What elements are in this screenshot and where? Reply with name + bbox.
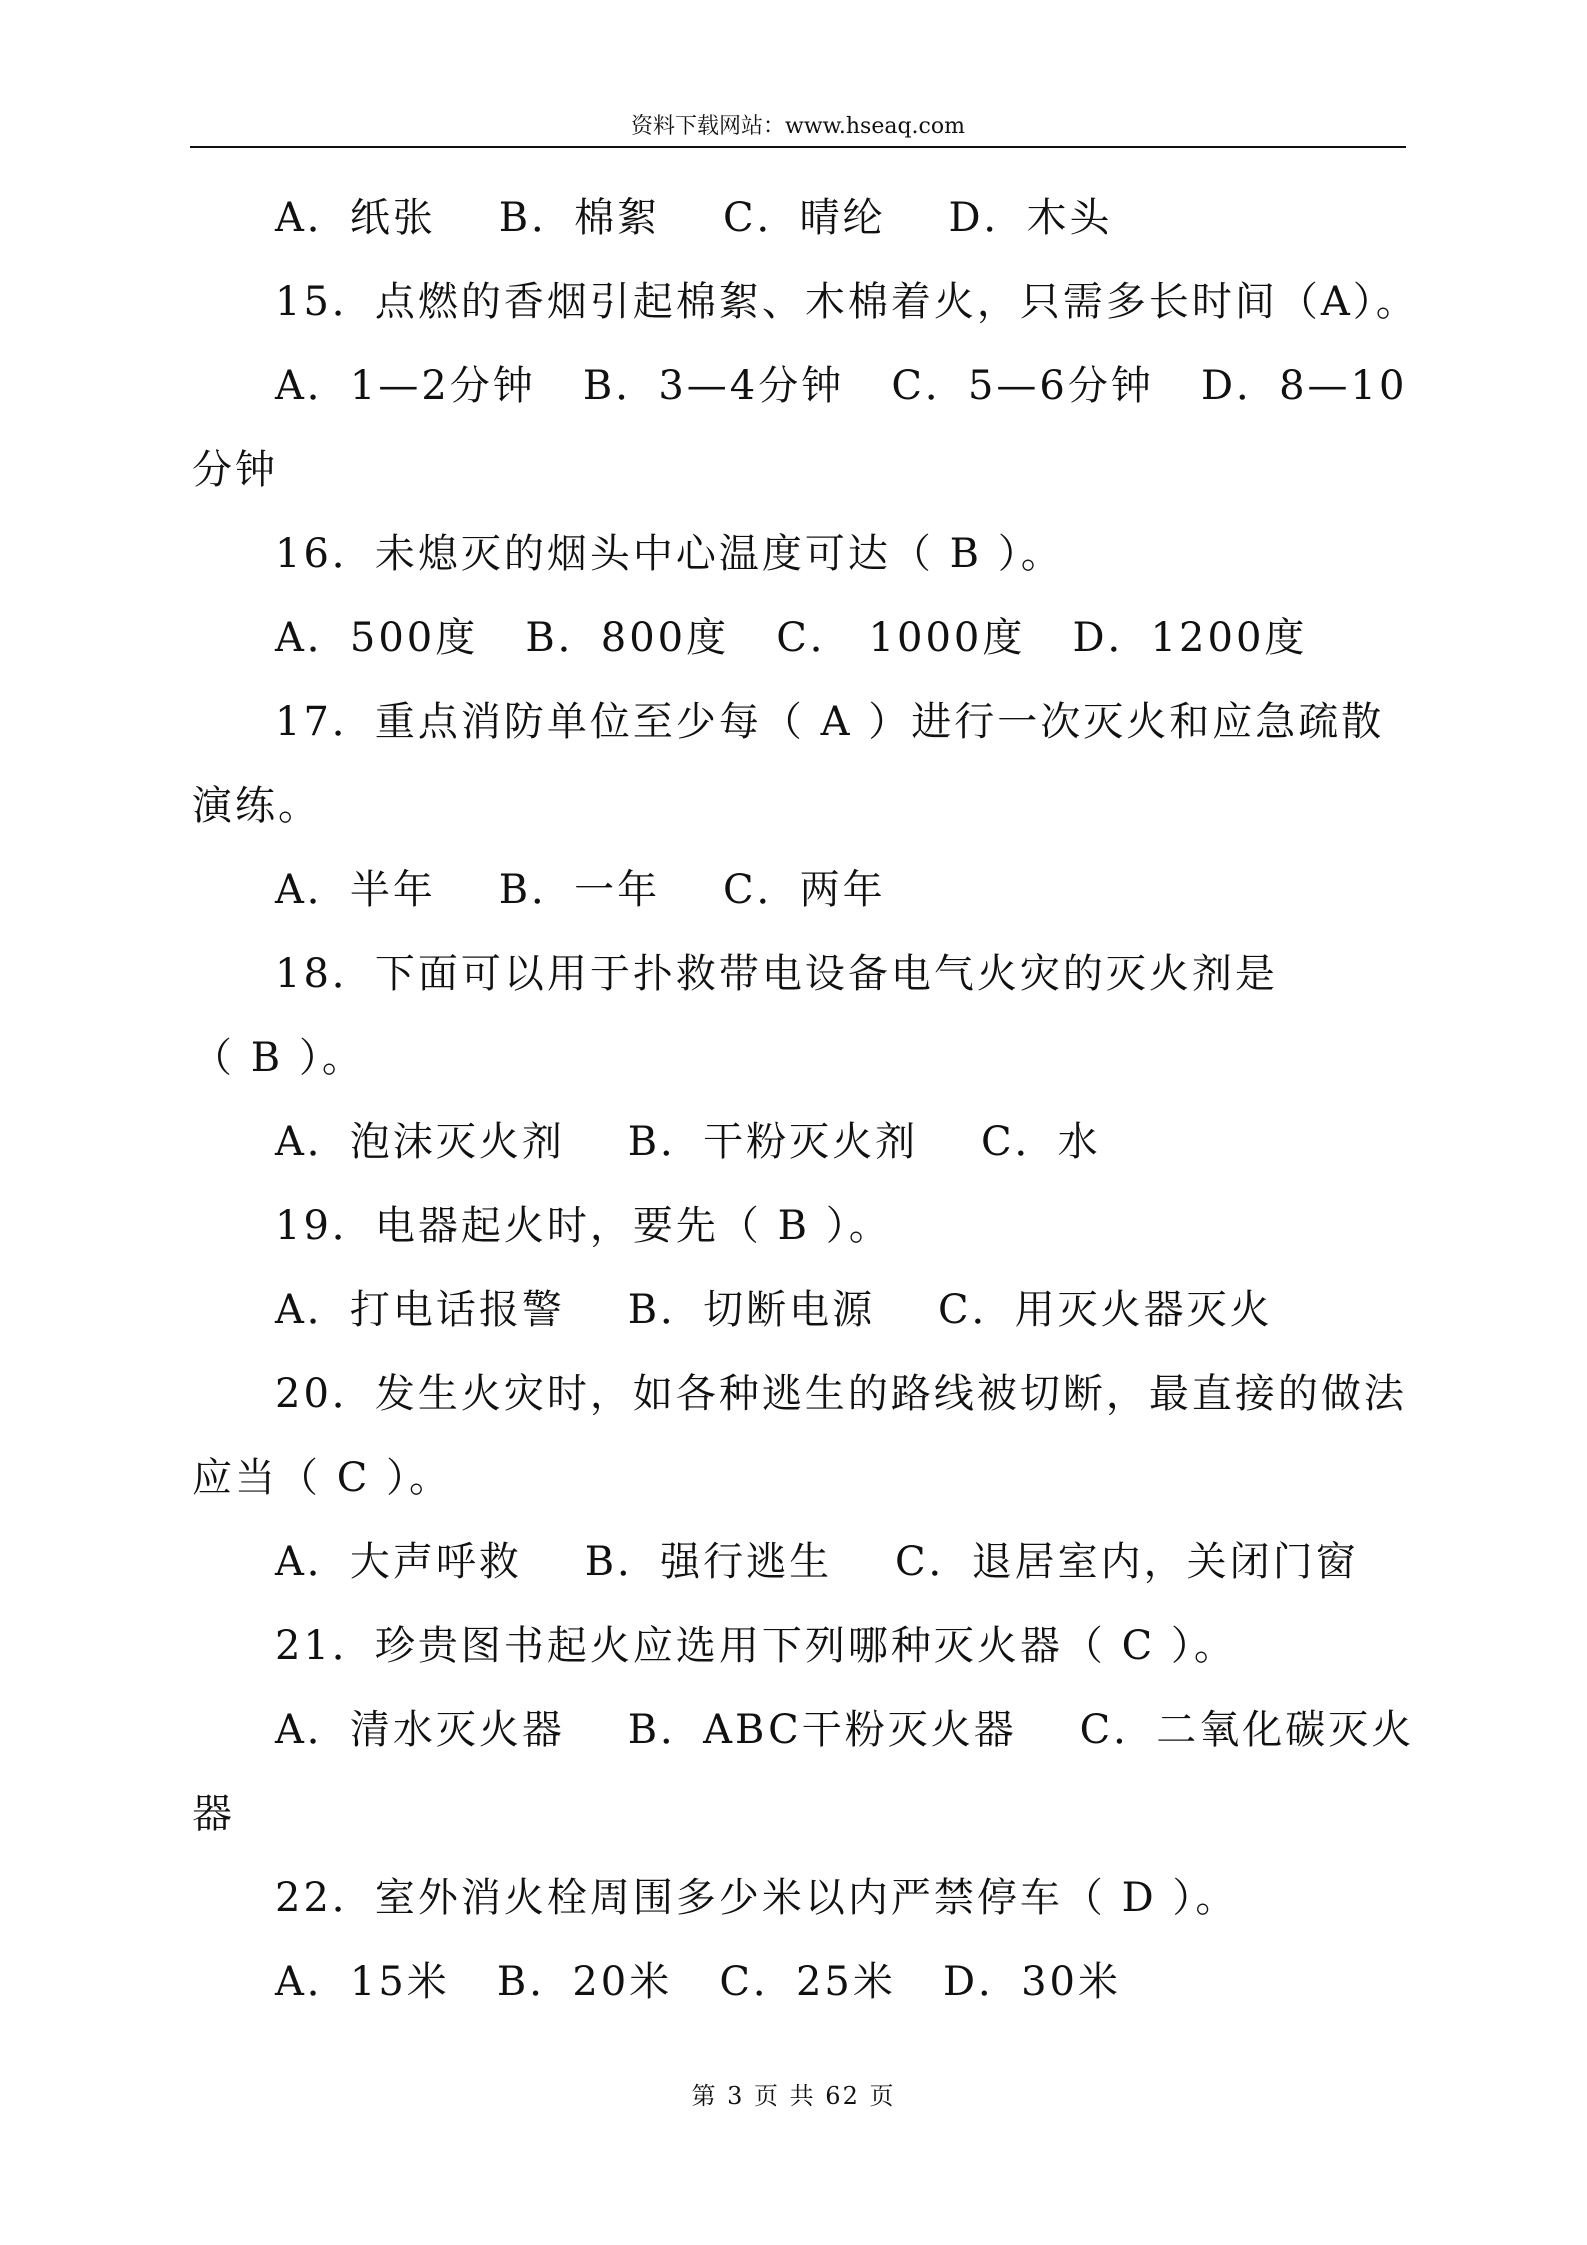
q21-options-continued: 器: [192, 1791, 235, 1837]
q18-question: 18．下面可以用于扑救带电设备电气火灾的灭火剂是: [275, 951, 1278, 997]
q16-options: A．500度 B．800度 C． 1000度 D．1200度: [275, 615, 1308, 661]
q14-options: A．纸张 B．棉絮 C．晴纶 D．木头: [275, 195, 1113, 241]
q21-options: A．清水灭火器 B．ABC干粉灭火器 C．二氧化碳灭火: [275, 1707, 1415, 1753]
q22-question: 22．室外消火栓周围多少米以内严禁停车（ D ）。: [275, 1875, 1239, 1921]
q20-question: 20．发生火灾时，如各种逃生的路线被切断，最直接的做法: [275, 1371, 1407, 1417]
q17-options: A．半年 B．一年 C．两年: [275, 867, 886, 913]
q17-question-continued: 演练。: [192, 783, 321, 829]
q19-options: A．打电话报警 B．切断电源 C．用灭火器灭火: [275, 1287, 1273, 1333]
q17-question: 17．重点消防单位至少每（ A ）进行一次灭火和应急疏散: [275, 699, 1385, 745]
q18-question-continued: （ B ）。: [192, 1035, 365, 1081]
page-number-footer: 第 3 页 共 62 页: [691, 2082, 896, 2110]
q21-question: 21．珍贵图书起火应选用下列哪种灭火器（ C ）。: [275, 1623, 1237, 1669]
q15-question: 15．点燃的香烟引起棉絮、木棉着火，只需多长时间（A）。: [275, 279, 1419, 325]
q19-question: 19．电器起火时，要先（ B ）。: [275, 1203, 892, 1249]
q22-options: A．15米 B．20米 C．25米 D．30米: [275, 1959, 1121, 2005]
page-header: 资料下载网站：www.hseaq.com: [631, 114, 965, 139]
q18-options: A．泡沫灭火剂 B．干粉灭火剂 C．水: [275, 1119, 1101, 1165]
q20-question-continued: 应当（ C ）。: [192, 1455, 453, 1501]
q15-options: A．1—2分钟 B．3—4分钟 C．5—6分钟 D．8—10: [275, 363, 1408, 409]
q20-options: A．大声呼救 B．强行逃生 C．退居室内，关闭门窗: [275, 1539, 1359, 1585]
q16-question: 16．未熄灭的烟头中心温度可达（ B ）。: [275, 531, 1064, 577]
q15-options-continued: 分钟: [192, 447, 278, 493]
